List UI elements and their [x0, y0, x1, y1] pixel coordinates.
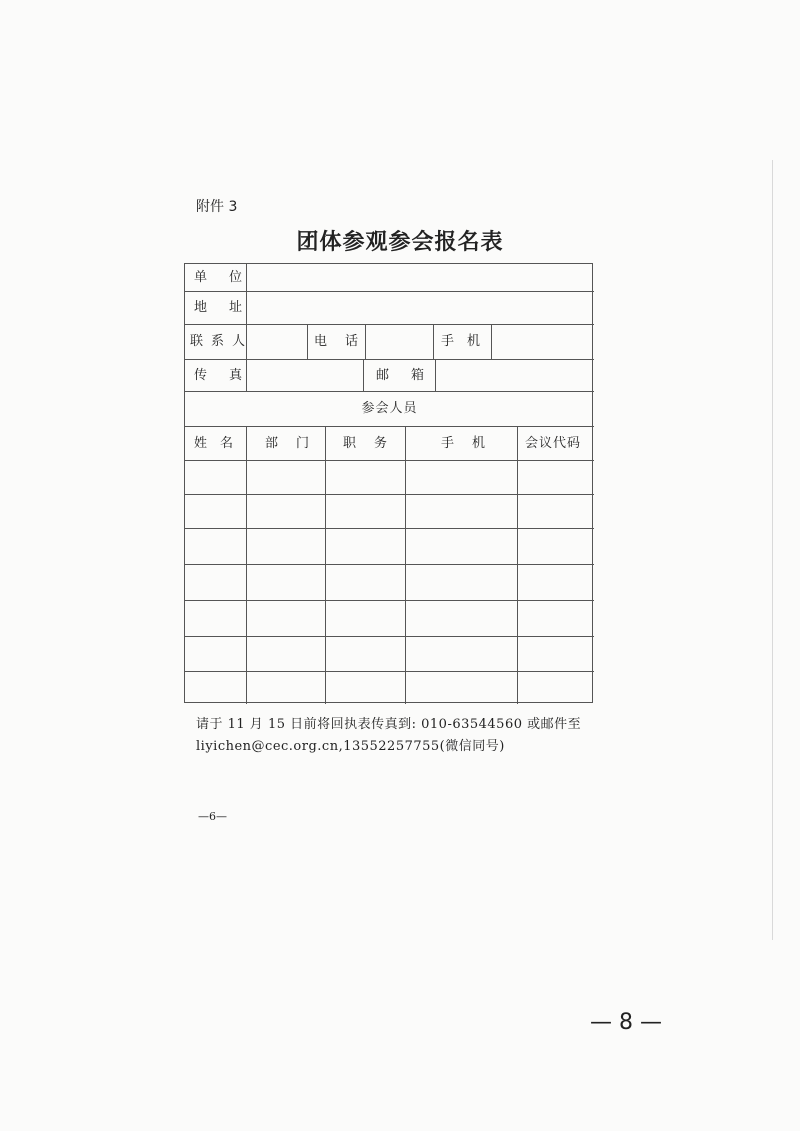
attachment-label: 附件 3: [196, 199, 238, 215]
submission-note: 请于 11 月 15 日前将回执表传真到: 010-63544560 或邮件至: [196, 717, 582, 732]
participants-header: 参会人员: [361, 401, 418, 416]
label-address: 地址: [194, 300, 265, 315]
label-phone: 电话: [314, 334, 377, 349]
label-email: 邮箱: [376, 368, 447, 383]
label-unit: 单位: [194, 270, 265, 285]
col-mobile: 手机: [441, 436, 504, 451]
inner-page-number: —6—: [198, 810, 227, 823]
contact-email: liyichen@cec.org.cn,13552257755(微信同号): [196, 739, 505, 754]
label-fax: 传真: [194, 368, 265, 383]
label-mobile: 手机: [441, 334, 494, 349]
registration-table: [184, 263, 593, 703]
form-title: 团体参观参会报名表: [296, 229, 504, 255]
page-number: — 8 —: [590, 1010, 662, 1035]
col-meeting-code: 会议代码: [525, 436, 582, 451]
col-department: 部门: [265, 436, 328, 451]
col-position: 职务: [343, 436, 406, 451]
scan-edge: [772, 160, 773, 940]
col-name: 姓名: [194, 436, 247, 451]
label-contact: 联系人: [190, 334, 254, 349]
